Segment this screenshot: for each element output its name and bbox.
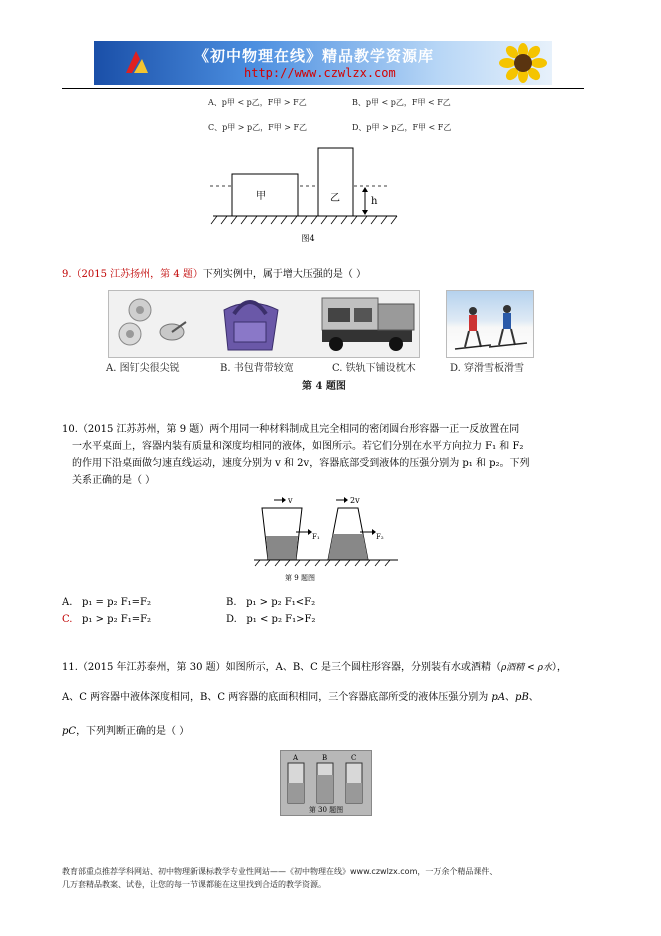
q10-option-c: C. p₁ > p₂ F₁=F₂ [62, 614, 152, 625]
banner-title: 《初中物理在线》精品教学资源库 [194, 47, 435, 65]
q10-v1-label: v [288, 496, 293, 505]
q9-figure-caption: 第 4 题图 [302, 381, 346, 392]
q9-caption-c: C. 铁轨下铺设枕木 [332, 363, 416, 374]
svg-text:C: C [351, 754, 357, 762]
banner-url: http://www.czwlzx.com [244, 66, 396, 80]
q11-line-2: A、C 两容器中液体深度相同，B、C 两容器的底面积相同，三个容器底部所受的液体压强分别为 pA、pB、 [62, 692, 539, 703]
header-banner [94, 41, 552, 85]
q10-line-2: 一水平桌面上，容器内装有质量和深度均相同的液体，如图所示。若它们分别在水平方向拉力 F₁ 和 F₂ [72, 441, 524, 452]
q11-line-3: pC，下列判断正确的是（ ） [62, 726, 190, 737]
svg-text:第 30 题图: 第 30 题图 [308, 806, 344, 814]
q10-f2-label: F₂ [376, 533, 384, 541]
truck-image [322, 298, 414, 351]
q8-option-d: D、p甲 > p乙，F甲 < F乙 [352, 123, 452, 132]
q8-label-h: h [371, 196, 378, 207]
q10-option-d: D. p₁ < p₂ F₁>F₂ [226, 614, 316, 625]
q10-line-1: 10.（2015 江苏苏州，第 9 题）两个用同一种材料制成且完全相同的密闭圆台形容器一正一反放置在同 [62, 424, 520, 435]
q9-stem: 下列实例中，属于增大压强的是（ ） [202, 269, 367, 280]
thumbtack-image [119, 299, 186, 345]
footer-line-2: 几万套精品教案、试卷，让您的每一节课都能在这里找到合适的教学资源。 [62, 880, 326, 889]
q8-label-jia: 甲 [256, 191, 266, 202]
svg-text:A: A [293, 754, 299, 762]
page-footer [62, 865, 497, 891]
q10-line-3: 的作用下沿桌面做匀速直线运动，速度分别为 v 和 2v，容器底部受到液体的压强分别为 p₁ 和 p₂。下列 [72, 458, 530, 469]
q10-option-a: A. p₁ = p₂ F₁=F₂ [62, 597, 151, 608]
q8-label-yi: 乙 [330, 193, 340, 204]
q9-caption-a: A. 图钉尖很尖锐 [106, 363, 180, 374]
q9-source: 9.（2015 江苏扬州，第 4 题） [62, 269, 203, 280]
footer-line-1: 教育部重点推荐学科网站、初中物理新课标教学专业性网站——《初中物理在线》www.czwlzx.com，一万余个精品课件、 [62, 867, 498, 876]
q11-figure [280, 750, 372, 816]
q10-line-4: 关系正确的是（ ） [72, 475, 156, 486]
q9-caption-d: D. 穿滑雪板滑雪 [450, 363, 525, 374]
q8-option-a: A、p甲 < p乙，F甲 > F乙 [208, 98, 307, 107]
q10-f1-label: F₁ [312, 533, 320, 541]
q11-line-1: 11.（2015 年江苏泰州，第 30 题）如图所示，A、B、C 是三个圆柱形容器，分别装有水或酒精（ρ酒精 < ρ水）， [62, 662, 567, 673]
q9-line [62, 265, 366, 280]
q8-caption: 图4 [301, 234, 315, 243]
q10-v2-label: 2v [350, 496, 360, 505]
header-rule [62, 88, 584, 89]
svg-text:B: B [322, 754, 328, 762]
skiers-icon [447, 291, 533, 357]
q10-caption: 第 9 题图 [285, 574, 315, 582]
q10-option-b: B. p₁ > p₂ F₁<F₂ [226, 597, 316, 608]
q10-figure [252, 492, 402, 586]
q11-containers [281, 751, 371, 815]
q11-rho-formula: ρ酒精 < ρ水 [501, 663, 552, 673]
backpack-image [224, 302, 278, 350]
q9-caption-b: B. 书包背带较宽 [220, 363, 294, 374]
site-logo-icon [122, 47, 150, 77]
q8-figure [205, 144, 405, 248]
q8-option-b: B、p甲 < p乙，F甲 < F乙 [352, 98, 451, 107]
q9-photos [110, 292, 440, 354]
ski-photo [446, 290, 534, 358]
q8-option-c: C、p甲 > p乙，F甲 > F乙 [208, 123, 308, 132]
sunflower-icon [499, 43, 547, 83]
